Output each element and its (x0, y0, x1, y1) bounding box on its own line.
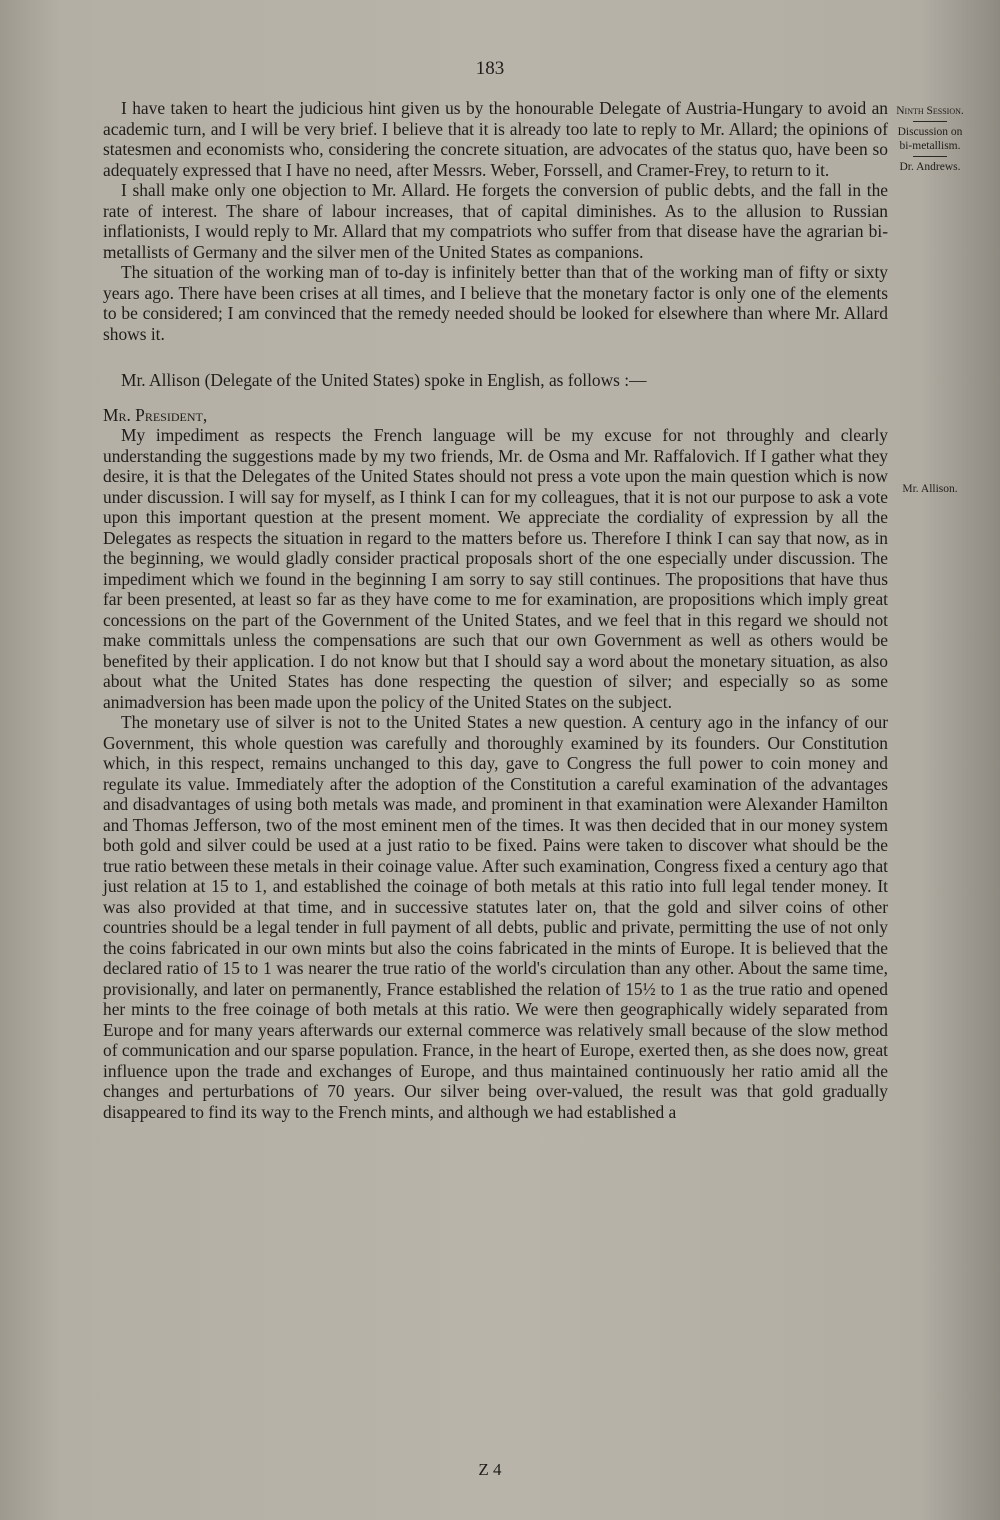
paragraph-allison-1: My impediment as respects the French language will be my excuse for not throughly and clearly understanding the suggestions made by my two friends, Mr. de Osma and Mr. Raffalovich. If I gather what they desire, it is that the Delegates of the United States should not press a vote upon the main question which is now under discussion. I will say for myself, as I think I can for my colleagues, that it is not our purpose to ask a vote upon this important question at the present moment. We appreciate the cordiality of expression by all the Delegates as respects the situation in regard to the matters before us. Therefore I think I can say that now, as in the beginning, we would gladly consider practical proposals short of the one especially under discussion. The impediment which we found in the beginning I am sorry to say still continues. The propositions that have thus far been presented, at least so far as they have come to me for examination, are propositions which imply great concessions on the part of the Government of the United States, and we feel that in this regard we should not make committals unless the compensations are such that our own Government as well as others would be benefited by their application. I do not know but that I should say a word about the monetary situation, as also about what the United States has done respecting the question of silver; and especially so as some animadversion has been made upon the policy of the United States on the subject. (103, 425, 888, 712)
marginal-speaker-andrews: Dr. Andrews. (899, 161, 961, 173)
salutation: Mr. President, (103, 404, 208, 425)
section-gap (103, 391, 888, 405)
signature-mark: Z 4 (478, 1460, 502, 1479)
marginal-divider (913, 121, 947, 122)
paragraph-allison-2: The monetary use of silver is not to the United States a new question. A century ago in the infancy of our Government, this whole question was carefully and thoroughly examined by its founders. Our Constitution which, in this respect, remains unchanged to this day, gave to Congress the full power to coin money and regulate its value. Immediately after the adoption of the Constitution a careful examination of the advantages and disadvantages of using both metals was made, and prominent in that examination were Alexander Hamilton and Thomas Jefferson, two of the most eminent men of the times. It was then decided that in our money system both gold and silver could be used at a just ratio to be fixed. Pains were taken to discover what should be the true ratio between these metals in their coinage value. After such examination, Congress fixed a century ago that just relation at 15 to 1, and established the coinage of both metals at this ratio into full legal tender money. It was also provided at that time, and in successive statutes later on, that the gold and silver coins of other countries should be a legal tender in full payment of all debts, public and private, permitting the use of not only the coins fabricated in our own mints but also the coins fabricated in the mints of Europe. It is believed that the declared ratio of 15 to 1 was nearer the true ratio of the world's circulation than any other. About the same time, provisionally, and later on permanently, France established the relation of 15½ to 1 as the true ratio and opened her mints to the free coinage of both metals at this ratio. We were then geographically widely separated from Europe and for many years afterwards our external commerce was relatively small because of the slow method of communication and our sparse population. France, in the heart of Europe, exerted then, as she does now, great influence upon the trade and exchanges of Europe, and thus maintained continuously her ratio amid all the changes and perturbations of 70 years. Our silver being over-valued, the result was that gold gradually disappeared to find its way to the French mints, and although we had established a (103, 712, 888, 1122)
paragraph-andrews-3: The situation of the working man of to-day is infinitely better than that of the working man of fifty or sixty years ago. There have been crises at all times, and I believe that the monetary factor is only one of the elements to be considered; I am convinced that the remedy needed should be looked for elsewhere than where Mr. Allard shows it. (103, 262, 888, 344)
paragraph-andrews-2: I shall make only one objection to Mr. Allard. He forgets the conversion of public debts, and the fall in the rate of interest. The share of labour increases, that of capital diminishes. As to the allusion to Russian inflationists, I would reply to Mr. Allard that my compatriots who suffer from that disease have the agrarian bi-metallists of Germany and the silver men of the United States as companions. (103, 180, 888, 262)
marginal-note-allison: Mr. Allison. (902, 483, 958, 495)
paragraph-andrews-1: I have taken to heart the judicious hint given us by the honourable Delegate of Austria-Hungary to avoid an academic turn, and I will be very brief. I believe that it is already too late to reply to Mr. Allard; the opinions of statesmen and economists who, considering the concrete situation, are advocates of the status quo, have been so adequately expressed that I have no need, after Messrs. Weber, Forssell, and Cramer-Frey, to return to it. (103, 98, 888, 180)
marginal-note-session (890, 104, 970, 174)
marginal-session-label: Ninth Session. (896, 105, 964, 117)
speaker-intro-allison: Mr. Allison (Delegate of the United States) spoke in English, as follows :— (121, 370, 647, 390)
marginal-topic-label: Discussion on bi-metallism. (897, 126, 963, 152)
main-text (103, 98, 888, 1122)
page-number: 183 (475, 58, 505, 79)
marginal-divider (913, 156, 947, 157)
section-gap (103, 344, 888, 370)
